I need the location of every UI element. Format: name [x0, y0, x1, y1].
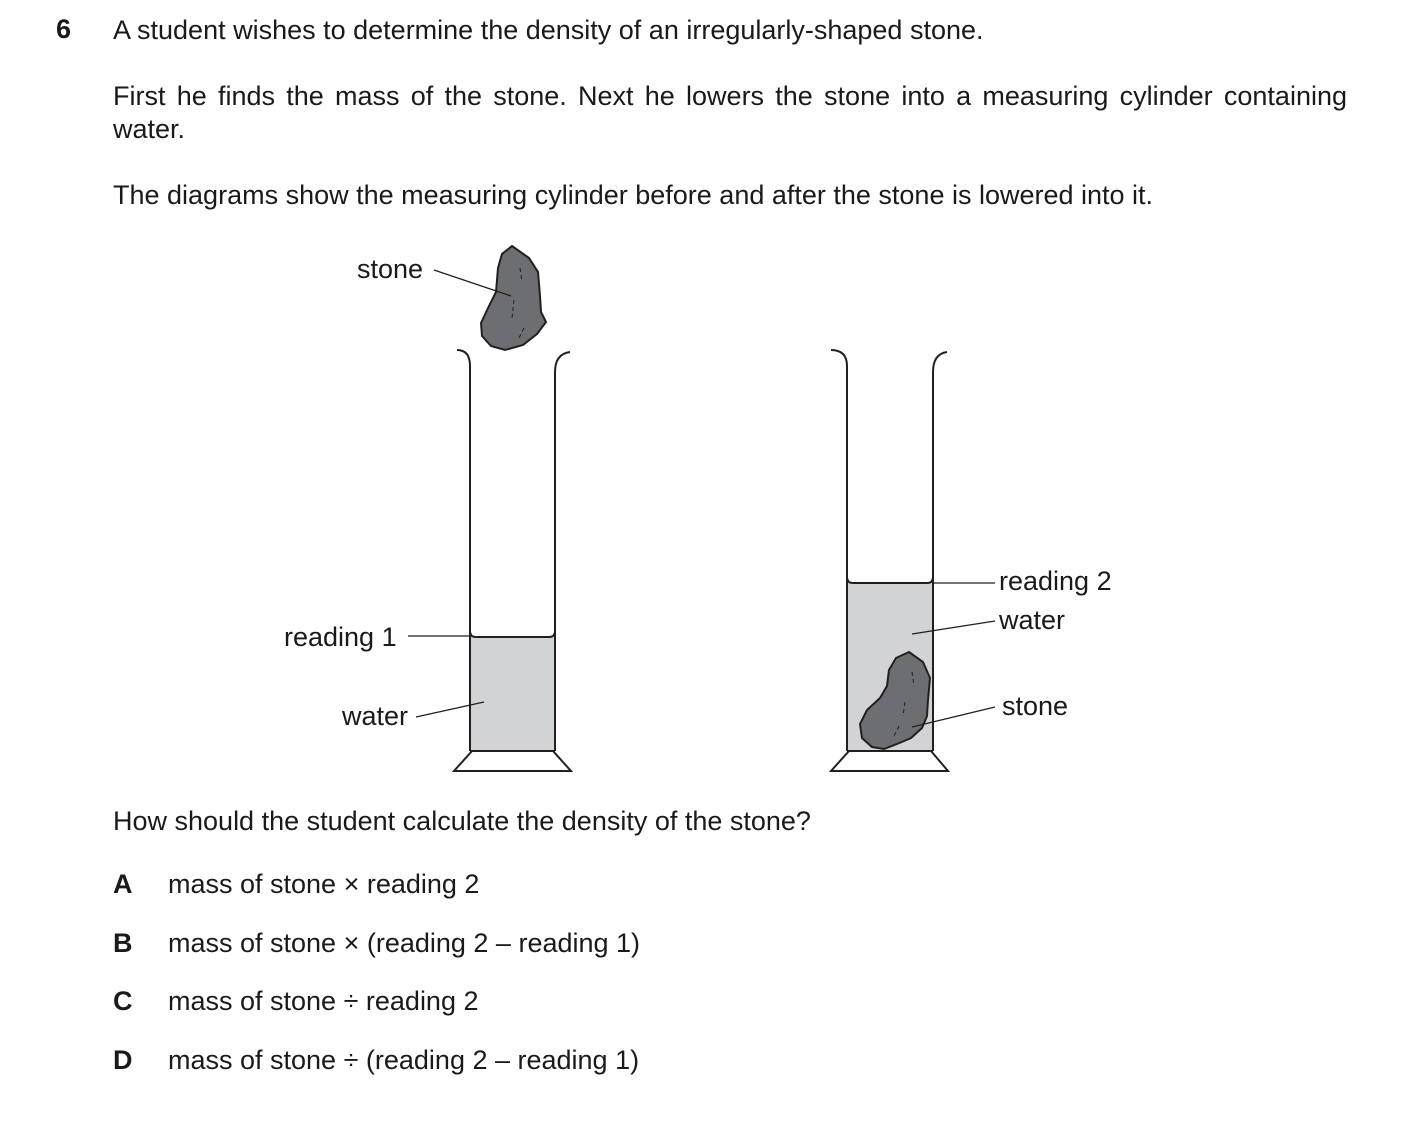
- meniscus-before: [470, 631, 555, 637]
- question-prompt: How should the student calculate the density of the stone?: [113, 806, 811, 836]
- label-reading-2: reading 2: [999, 566, 1112, 596]
- question-intro: A student wishes to determine the density of an irregularly-shaped stone.: [113, 15, 984, 45]
- meniscus-after: [847, 577, 933, 583]
- option-b[interactable]: [113, 927, 640, 960]
- option-text: mass of stone × reading 2: [168, 869, 480, 899]
- option-text: mass of stone × (reading 2 – reading 1): [168, 928, 641, 958]
- option-letter: D: [113, 1045, 133, 1075]
- label-stone-before: stone: [357, 254, 424, 284]
- option-c[interactable]: [113, 985, 479, 1018]
- option-a[interactable]: [113, 868, 479, 901]
- question-procedure: First he finds the mass of the stone. Next he lowers the stone into a measuring cylinder containing water.: [113, 81, 1347, 144]
- label-water-after: water: [999, 605, 1066, 635]
- cylinder-after-left-wall: [831, 350, 847, 751]
- option-text: mass of stone ÷ (reading 2 – reading 1): [168, 1045, 640, 1075]
- option-text: mass of stone ÷ reading 2: [168, 986, 479, 1016]
- label-reading-1: reading 1: [284, 622, 397, 652]
- cylinder-before-right-wall: [555, 352, 570, 751]
- water-before: [470, 634, 555, 751]
- option-d[interactable]: [113, 1044, 639, 1077]
- stone-before: [481, 246, 546, 350]
- cylinder-after-right-wall: [933, 352, 947, 751]
- label-stone-after: stone: [1002, 691, 1069, 721]
- cylinder-before: [454, 350, 571, 771]
- diagram-caption: The diagrams show the measuring cylinder before and after the stone is lowered into it.: [113, 180, 1154, 210]
- cylinder-after-base: [831, 751, 948, 771]
- label-water-before: water: [342, 701, 409, 731]
- option-letter: B: [113, 928, 133, 958]
- option-letter: A: [113, 869, 133, 899]
- question-number: 6: [56, 14, 72, 44]
- cylinder-before-base: [454, 751, 571, 771]
- option-letter: C: [113, 986, 133, 1016]
- cylinder-before-left-wall: [457, 350, 470, 751]
